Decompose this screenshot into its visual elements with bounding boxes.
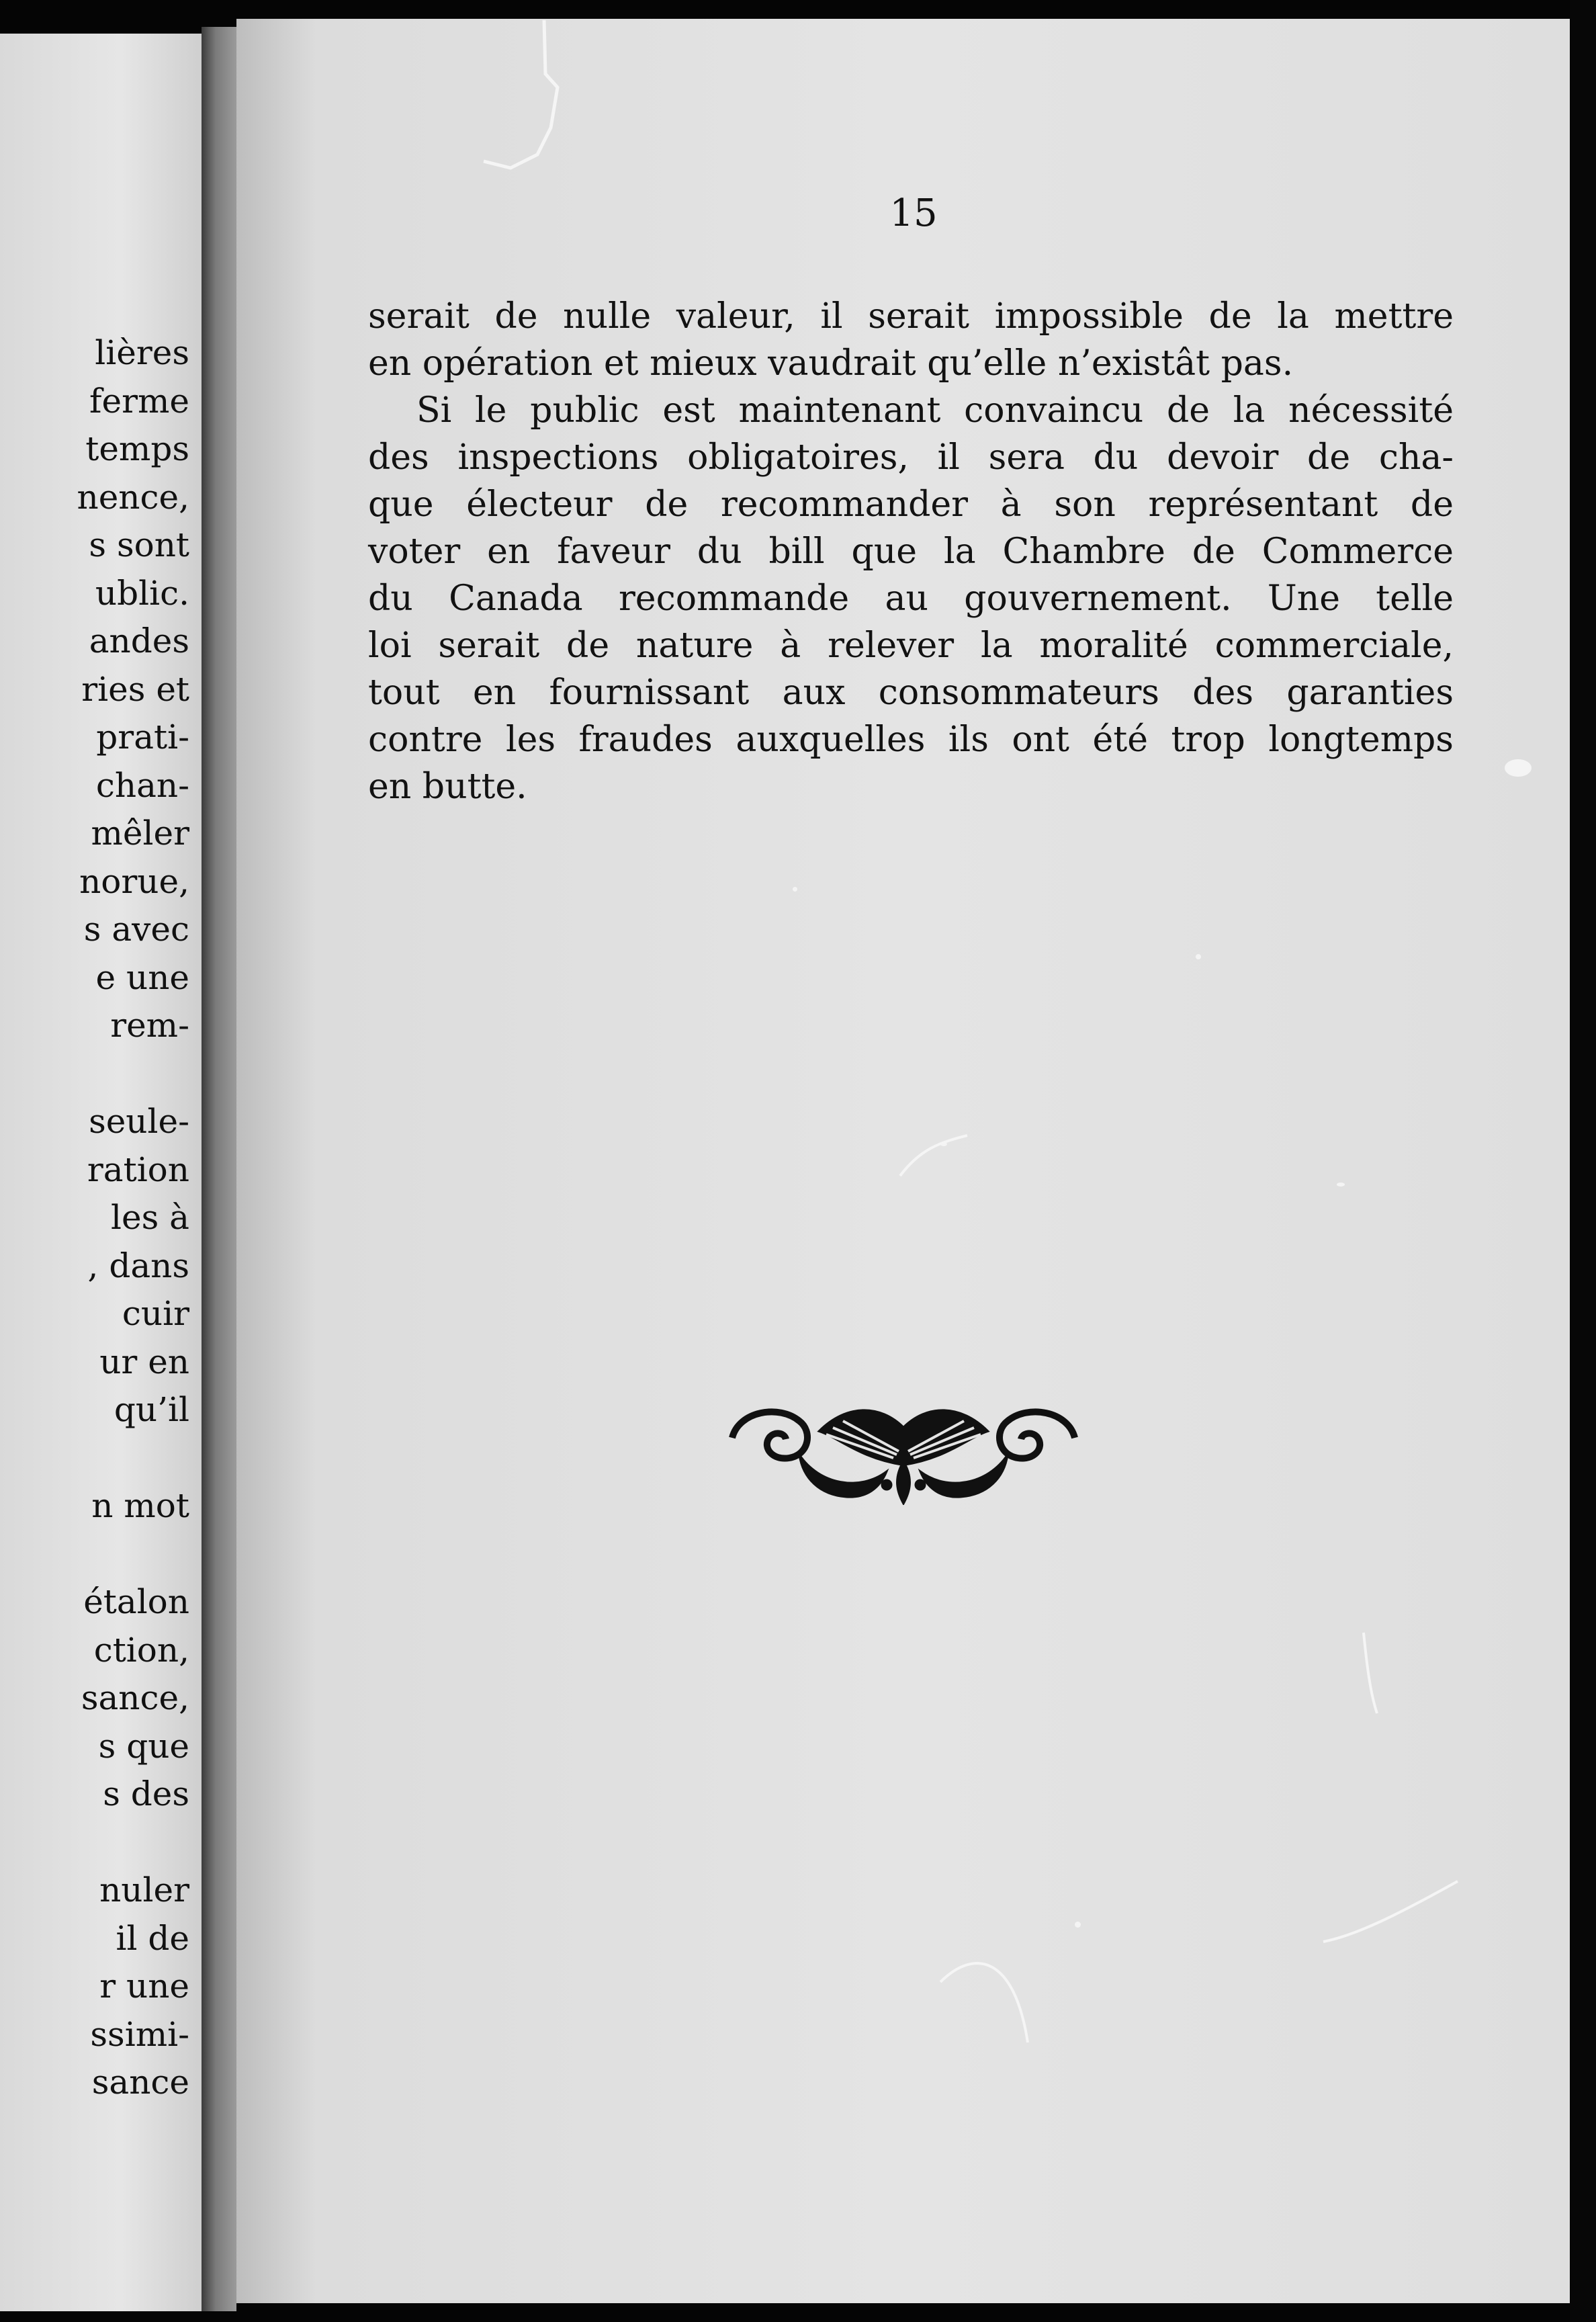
scan-scratch-mark [470, 20, 578, 195]
left-page-line-fragment: nuler [99, 1870, 189, 1909]
page-number: 15 [889, 191, 938, 235]
left-page-line-fragment: prati- [96, 718, 189, 757]
left-page-line-fragment: rem- [110, 1006, 189, 1045]
text-line: Si le public est maintenant convaincu de la nécessité [416, 390, 1454, 431]
left-page-line-fragment: r une [99, 1967, 189, 2006]
left-page-line-fragment: il de [116, 1919, 189, 1958]
left-page-line-fragment: n mot [91, 1486, 189, 1525]
scan-scratch-mark [1317, 1841, 1464, 1948]
left-page-line-fragment: s des [103, 1774, 189, 1813]
left-page-line-fragment: temps [85, 429, 189, 468]
left-page-line-fragment: ur en [99, 1342, 189, 1381]
text-line: loi serait de nature à relever la moralité commerciale, [368, 626, 1454, 666]
left-page-line-fragment: qu’il [114, 1390, 189, 1429]
left-page-line-fragment: sance [91, 2063, 189, 2102]
left-page-line-fragment: ction, [93, 1631, 189, 1670]
text-line: des inspections obligatoires, il sera du devoir de cha- [368, 437, 1454, 478]
left-page-line-fragment: étalon [83, 1582, 189, 1621]
left-page-line-fragment: ublic. [95, 574, 189, 613]
left-page-line-fragment: sance, [81, 1678, 189, 1717]
left-page-line-fragment: seule- [89, 1102, 189, 1141]
left-page-line-fragment: ferme [89, 382, 189, 421]
left-page-line-fragment: cuir [122, 1294, 189, 1333]
scan-scratch-mark [893, 1129, 974, 1182]
left-page-line-fragment: mêler [91, 814, 189, 853]
left-page-line-fragment: ration [87, 1150, 189, 1189]
left-page-line-fragment: andes [89, 621, 189, 660]
left-page-line-fragment: e une [95, 958, 189, 997]
left-page-line-fragment: , dans [87, 1246, 189, 1285]
dust-speck [1075, 1922, 1081, 1928]
dust-speck [1505, 759, 1532, 777]
scan-scratch-mark [1350, 1626, 1390, 1720]
text-line: en opération et mieux vaudrait qu’elle n’existât pas. [368, 343, 1294, 384]
left-page-line-fragment: les à [111, 1198, 189, 1237]
page-gutter-shadow [202, 27, 236, 2311]
left-page-line-fragment: nence, [77, 478, 189, 517]
left-page-line-fragment: s que [98, 1727, 189, 1766]
scan-scratch-mark [934, 1942, 1041, 2049]
left-page-line-fragment: s avec [83, 910, 189, 949]
left-page-line-fragment: ries et [81, 670, 189, 709]
text-line: voter en faveur du bill que la Chambre de Commerce [368, 531, 1454, 572]
dust-speck [793, 887, 797, 892]
tailpiece-ornament-icon [725, 1391, 1081, 1505]
text-line: serait de nulle valeur, il serait impossible de la mettre [368, 296, 1454, 337]
left-page-line-fragment: lières [95, 333, 189, 372]
previous-page-fragment [0, 34, 202, 2311]
text-line: contre les fraudes auxquelles ils ont été trop longtemps [368, 720, 1454, 760]
scan-border [1570, 0, 1596, 2322]
dust-speck [1337, 1182, 1345, 1187]
left-page-line-fragment: norue, [79, 862, 189, 901]
text-line: en butte. [368, 767, 527, 807]
dust-speck [1196, 954, 1201, 959]
left-page-line-fragment: s sont [89, 525, 189, 564]
left-page-line-fragment: ssimi- [90, 2015, 189, 2054]
text-line: du Canada recommande au gouvernement. Une telle [368, 578, 1454, 619]
left-page-line-fragment: chan- [95, 766, 189, 805]
text-line: tout en fournissant aux consommateurs des garanties [368, 673, 1454, 713]
text-line: que électeur de recommander à son représentant de [368, 484, 1454, 525]
